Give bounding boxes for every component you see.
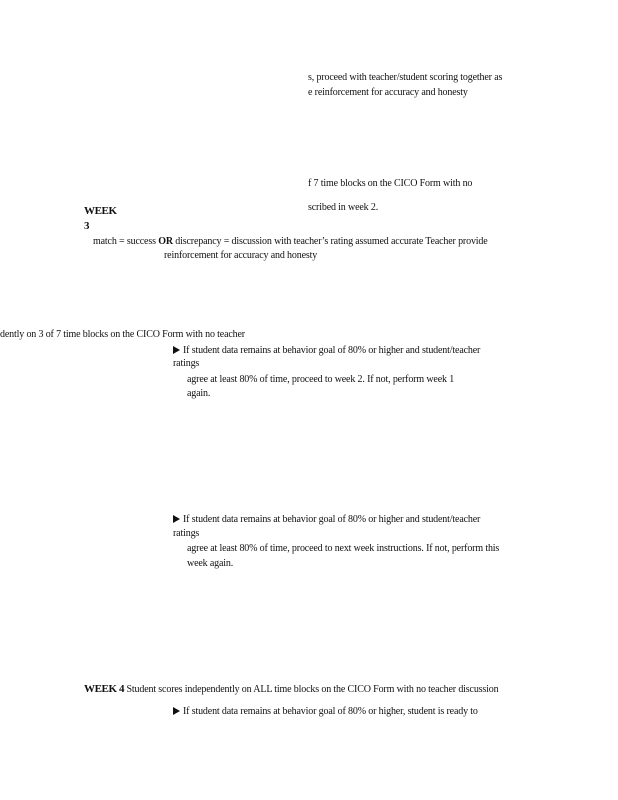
- week-3-label-number: 3: [84, 220, 90, 232]
- week-4-bullet: [173, 706, 478, 718]
- fragment-mid-line-2: scribed in week 2.: [308, 202, 379, 213]
- week-3-or-text: OR: [158, 236, 173, 247]
- bullet-1-line-1: [173, 345, 480, 357]
- fragment-mid-line-1: f 7 time blocks on the CICO Form with no: [308, 178, 473, 189]
- week-3-label-word: WEEK: [84, 205, 117, 217]
- bullet-2-line-1: [173, 514, 480, 526]
- bullet-2-line-3: agree at least 80% of time, proceed to next week instructions. If not, perform this: [187, 543, 500, 554]
- bullet-1-line-4: again.: [187, 388, 211, 399]
- bullet-1-text: If student data remains at behavior goal of 80% or higher and student/teacher: [183, 345, 481, 356]
- triangle-bullet-icon: [173, 346, 180, 354]
- triangle-bullet-icon: [173, 707, 180, 715]
- week-3-success-text: match = success: [93, 236, 156, 247]
- triangle-bullet-icon: [173, 515, 180, 523]
- bullet-2-line-2: ratings: [173, 528, 200, 539]
- bullet-2-line-4: week again.: [187, 558, 234, 569]
- week-4-line: [84, 683, 499, 696]
- fragment-top-line-1: s, proceed with teacher/student scoring together as: [308, 72, 503, 83]
- week-4-text: Student scores independently on ALL time blocks on the CICO Form with no teacher discussion: [126, 684, 499, 695]
- week-3-left-fragment: dently on 3 of 7 time blocks on the CICO Form with no teacher: [0, 329, 245, 340]
- week-4-label: WEEK 4: [84, 683, 125, 695]
- week-3-line-1: [93, 236, 488, 248]
- week-4-bullet-text: If student data remains at behavior goal of 80% or higher, student is ready to: [183, 706, 478, 717]
- week-3-line-2: reinforcement for accuracy and honesty: [164, 250, 318, 261]
- week-3-discrepancy-text: discrepancy = discussion with teacher’s rating assumed accurate Teacher provide: [175, 236, 488, 247]
- bullet-1-line-2: ratings: [173, 358, 200, 369]
- bullet-2-text: If student data remains at behavior goal of 80% or higher and student/teacher: [183, 514, 481, 525]
- bullet-1-line-3: agree at least 80% of time, proceed to week 2. If not, perform week 1: [187, 374, 455, 385]
- fragment-top-line-2: e reinforcement for accuracy and honesty: [308, 87, 468, 98]
